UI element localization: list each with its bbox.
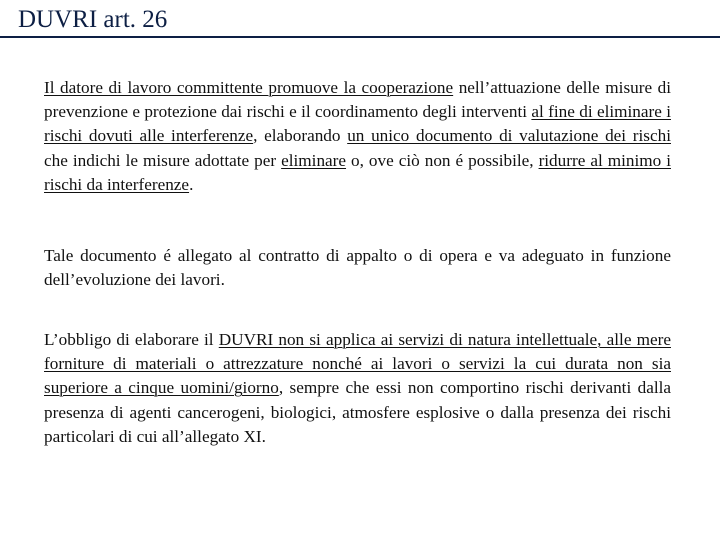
underlined-phrase: DUVRI non si applica ai servizi di natura intellettuale, alle mere forniture di materiali o attrezzature nonché ai lavori o servizi la cui durata non sia superiore a cinque uomini/giorno	[44, 330, 671, 398]
text-run: , elaborando	[253, 126, 348, 146]
underlined-phrase: Il datore di lavoro committente promuove la cooperazione	[44, 78, 454, 97]
paragraph-cooperation	[44, 76, 671, 197]
text-run: .	[189, 174, 194, 194]
text-run: nell’attuazione delle misure di prevenzione e protezione dai rischi e il coordinamento degli interventi	[44, 78, 671, 122]
text-run: che indichi le misure adottate per	[44, 150, 282, 170]
paragraph-exemptions	[44, 328, 671, 449]
underlined-phrase: al fine di eliminare i rischi dovuti alle interferenze	[44, 102, 671, 146]
slide-title: DUVRI art. 26	[18, 6, 168, 33]
title-divider	[0, 36, 720, 38]
paragraph-attachment: Tale documento é allegato al contratto di appalto o di opera e va adeguato in funzione dell’evoluzione dei lavori.	[44, 246, 671, 290]
underlined-phrase: ridurre al minimo i rischi da interferenze	[44, 150, 671, 194]
underlined-phrase: eliminare	[281, 150, 347, 170]
text-run: o, ove ciò non é possibile,	[346, 150, 539, 170]
text-run: , sempre che essi non comportino rischi derivanti dalla presenza di agenti cancerogeni, biologici, atmosfere esplosive o dalla presenza dei rischi particolari di cui all’allegato XI.	[44, 378, 671, 446]
text-run: L’obbligo di elaborare il	[44, 330, 219, 349]
underlined-phrase: un unico documento di valutazione dei rischi	[347, 126, 671, 146]
